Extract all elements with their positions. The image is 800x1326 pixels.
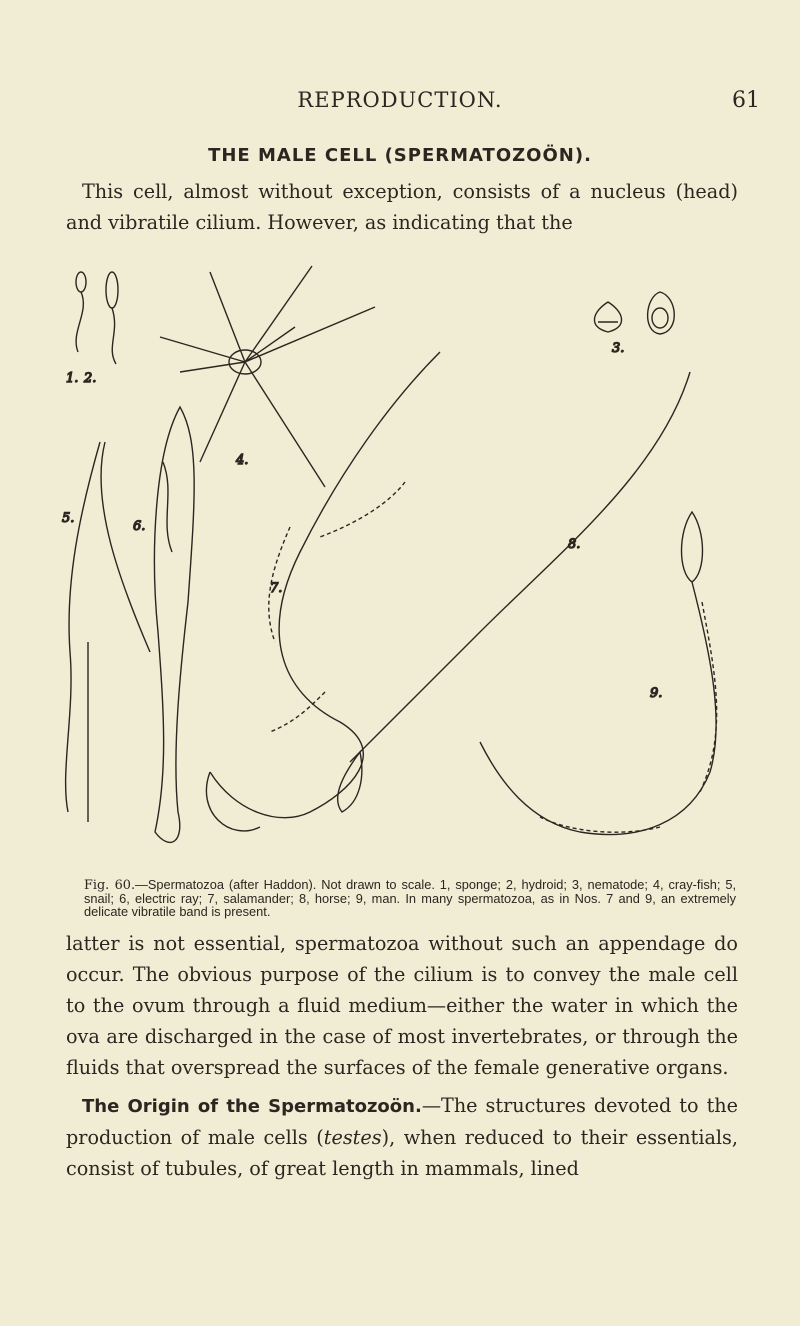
- figure-label-2: 2.: [84, 371, 97, 386]
- specimen-2-hydroid: [106, 272, 118, 364]
- figure-label-7: 7.: [270, 581, 283, 596]
- specimen-6-electric-ray: [154, 407, 194, 842]
- specimen-7-salamander: [206, 352, 440, 831]
- body-paragraph-1: latter is not essential, spermatozoa without such an appendage do occur. The obvious purpose of the cilium is to convey the male cell to the ovum through a fluid medium—either the water in which the ova are discharged in the case of most invertebrates, or through the fluids that overspread the surfaces of the female generative organs.: [66, 932, 738, 1079]
- paragraph-italic-term: testes: [323, 1126, 382, 1149]
- paragraph-subheading: The Origin of the Spermatozoön.: [82, 1096, 422, 1117]
- paragraph-text: —The structures devoted to the production of male cells (: [66, 1094, 739, 1149]
- figure-label-9: 9.: [650, 686, 663, 701]
- body-paragraph-2: [66, 1090, 738, 1184]
- specimen-1-sponge: [76, 272, 86, 352]
- figure-label-8: 8.: [568, 537, 581, 552]
- caption-text: —Spermatozoa (after Haddon). Not drawn to scale. 1, sponge; 2, hydroid; 3, nematode; 4, cray-fish; 5, snail; 6, electric ray; 7, salamander; 8, horse; 9, man. In many spermatozoa, as in Nos. 7 and 9, an extremely delicate vibratile band is present.: [84, 877, 736, 919]
- specimen-9-man: [480, 512, 717, 835]
- figure-label-1: 1.: [66, 371, 79, 386]
- running-title: REPRODUCTION.: [297, 88, 503, 112]
- spermatozoa-figure: [60, 252, 740, 872]
- spermatozoa-illustration: [60, 252, 740, 872]
- figure-label-3: 3.: [612, 341, 625, 356]
- caption-figure-number: Fig. 60.: [84, 878, 136, 893]
- specimen-3-nematode: [594, 292, 674, 334]
- specimen-8-horse: [338, 372, 690, 812]
- figure-label-4: 4.: [236, 453, 249, 468]
- running-header: [0, 88, 800, 112]
- figure-label-5: 5.: [62, 511, 75, 526]
- paragraph-text-after: ), when reduced to their essentials, consist of tubules, of great length in mammals, lined: [66, 1126, 738, 1180]
- specimen-5-snail: [66, 442, 150, 822]
- figure-label-6: 6.: [133, 519, 146, 534]
- page-number: 61: [732, 88, 760, 113]
- intro-paragraph: This cell, almost without exception, consists of a nucleus (head) and vibratile cilium. However, as indicating that the: [66, 180, 738, 234]
- section-heading: THE MALE CELL (SPERMATOZOÖN).: [208, 145, 592, 166]
- figure-caption: [84, 878, 736, 918]
